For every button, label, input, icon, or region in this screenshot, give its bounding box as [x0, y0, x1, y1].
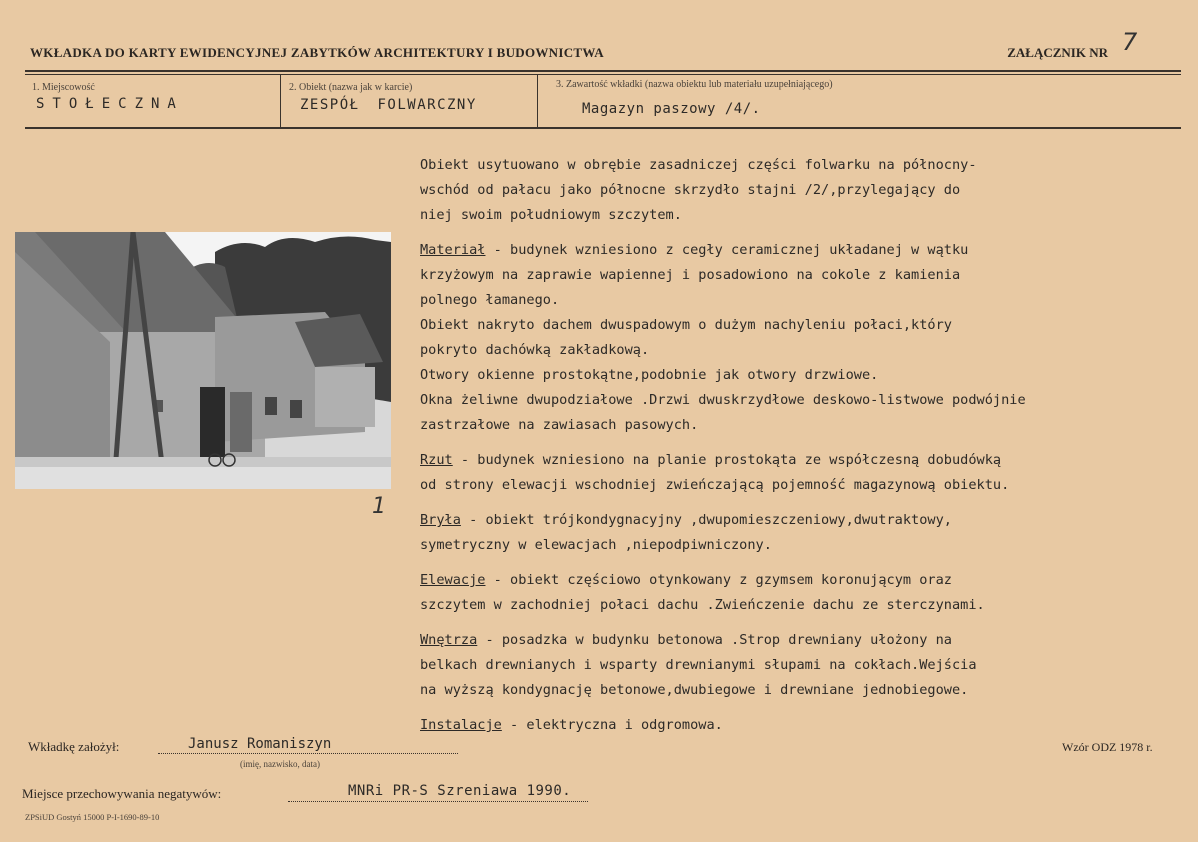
wnetrza-text: - posadzka w budynku betonowa .Strop drewniany ułożony na [477, 632, 952, 648]
intro-line: wschód od pałacu jako północne skrzydło stajni /2/,przylegający do [420, 182, 961, 198]
contents-value: Magazyn paszowy /4/. [582, 101, 761, 117]
locality-label: 1. Miejscowość [32, 82, 95, 93]
object-value: ZESPÓŁ FOLWARCZNY [300, 97, 477, 113]
building-photo [15, 232, 391, 489]
instalacje-text: - elektryczna i odgromowa. [501, 717, 723, 733]
print-code: ZPSiUD Gostyń 15000 P-I-1690-89-10 [25, 812, 160, 822]
contents-label: 3. Zawartość wkładki (nazwa obiektu lub materiału uzupełniającego) [556, 79, 833, 90]
field-divider-2 [537, 75, 538, 127]
elewacje-line: szczytem w zachodniej połaci dachu .Zwieńczenie dachu ze sterczynami. [420, 597, 985, 613]
author-dotline [158, 753, 458, 754]
form-model: Wzór ODZ 1978 r. [1062, 740, 1153, 754]
header-rule-top [25, 70, 1181, 72]
wnetrza-line [420, 628, 1180, 653]
header-rule-top-thin [25, 74, 1181, 75]
description-text [420, 153, 1180, 743]
material-line: Okna żeliwne dwupodziałowe .Drzwi dwuskrzydłowe deskowo-listwowe podwójnie [420, 392, 1026, 408]
material-text: - budynek wzniesiono z cegły ceramicznej układanej w wątku [485, 242, 969, 258]
bryla-heading: Bryła [420, 512, 461, 528]
material-line: pokryto dachówką zakładkową. [420, 342, 650, 358]
instalacje-line [420, 713, 1180, 738]
rzut-line [420, 448, 1180, 473]
elewacje-heading: Elewacje [420, 572, 486, 588]
rzut-text: - budynek wzniesiono na planie prostokąta ze współczesną dobudówką [452, 452, 1002, 468]
negatives-dotline [288, 801, 588, 802]
photo-number: 1 [372, 494, 386, 519]
header-rule-bottom [25, 127, 1181, 129]
wnetrza-line: na wyższą kondygnację betonowe,dwubiegowe i drewniane jednobiegowe. [420, 682, 969, 698]
rzut-heading: Rzut [420, 452, 453, 468]
negatives-value: MNRi PR-S Szreniawa 1990. [348, 783, 572, 799]
bryla-line [420, 508, 1180, 533]
material-heading: Materiał [420, 242, 486, 258]
material-line [420, 238, 1180, 263]
author-hint: (imię, nazwisko, data) [240, 759, 320, 769]
attachment-number: 7 [1122, 28, 1138, 56]
material-line: zastrzałowe na zawiasach pasowych. [420, 417, 699, 433]
elewacje-line [420, 568, 1180, 593]
attachment-label: ZAŁĄCZNIK NR [1007, 45, 1108, 60]
bryla-line: symetryczny w elewacjach ,niepodpiwniczony. [420, 537, 772, 553]
negatives-label: Miejsce przechowywania negatywów: [22, 786, 222, 801]
author-label: Wkładkę założył: [28, 739, 120, 754]
material-line: polnego łamanego. [420, 292, 560, 308]
rzut-line: od strony elewacji wschodniej zwieńczającą pojemność magazynową obiektu. [420, 477, 1010, 493]
field-divider-1 [280, 75, 281, 127]
locality-value: STOŁECZNA [36, 96, 184, 112]
card-title: WKŁADKA DO KARTY EWIDENCYJNEJ ZABYTKÓW ARCHITEKTURY I BUDOWNICTWA [30, 45, 604, 60]
wnetrza-line: belkach drewnianych i wsparty drewnianymi słupami na cokłach.Wejścia [420, 657, 977, 673]
author-value: Janusz Romaniszyn [188, 736, 332, 752]
material-line: krzyżowym na zaprawie wapiennej i posadowiono na cokole z kamienia [420, 267, 961, 283]
material-line: Obiekt nakryto dachem dwuspadowym o dużym nachyleniu połaci,który [420, 317, 952, 333]
intro-line: niej swoim południowym szczytem. [420, 207, 682, 223]
object-label: 2. Obiekt (nazwa jak w karcie) [289, 82, 413, 93]
elewacje-text: - obiekt częściowo otynkowany z gzymsem koronującym oraz [485, 572, 952, 588]
wnetrza-heading: Wnętrza [420, 632, 478, 648]
intro-line: Obiekt usytuowano w obrębie zasadniczej części folwarku na północny- [420, 157, 977, 173]
material-line: Otwory okienne prostokątne,podobnie jak otwory drzwiowe. [420, 367, 879, 383]
bryla-text: - obiekt trójkondygnacyjny ,dwupomieszczeniowy,dwutraktowy, [460, 512, 952, 528]
instalacje-heading: Instalacje [420, 717, 502, 733]
